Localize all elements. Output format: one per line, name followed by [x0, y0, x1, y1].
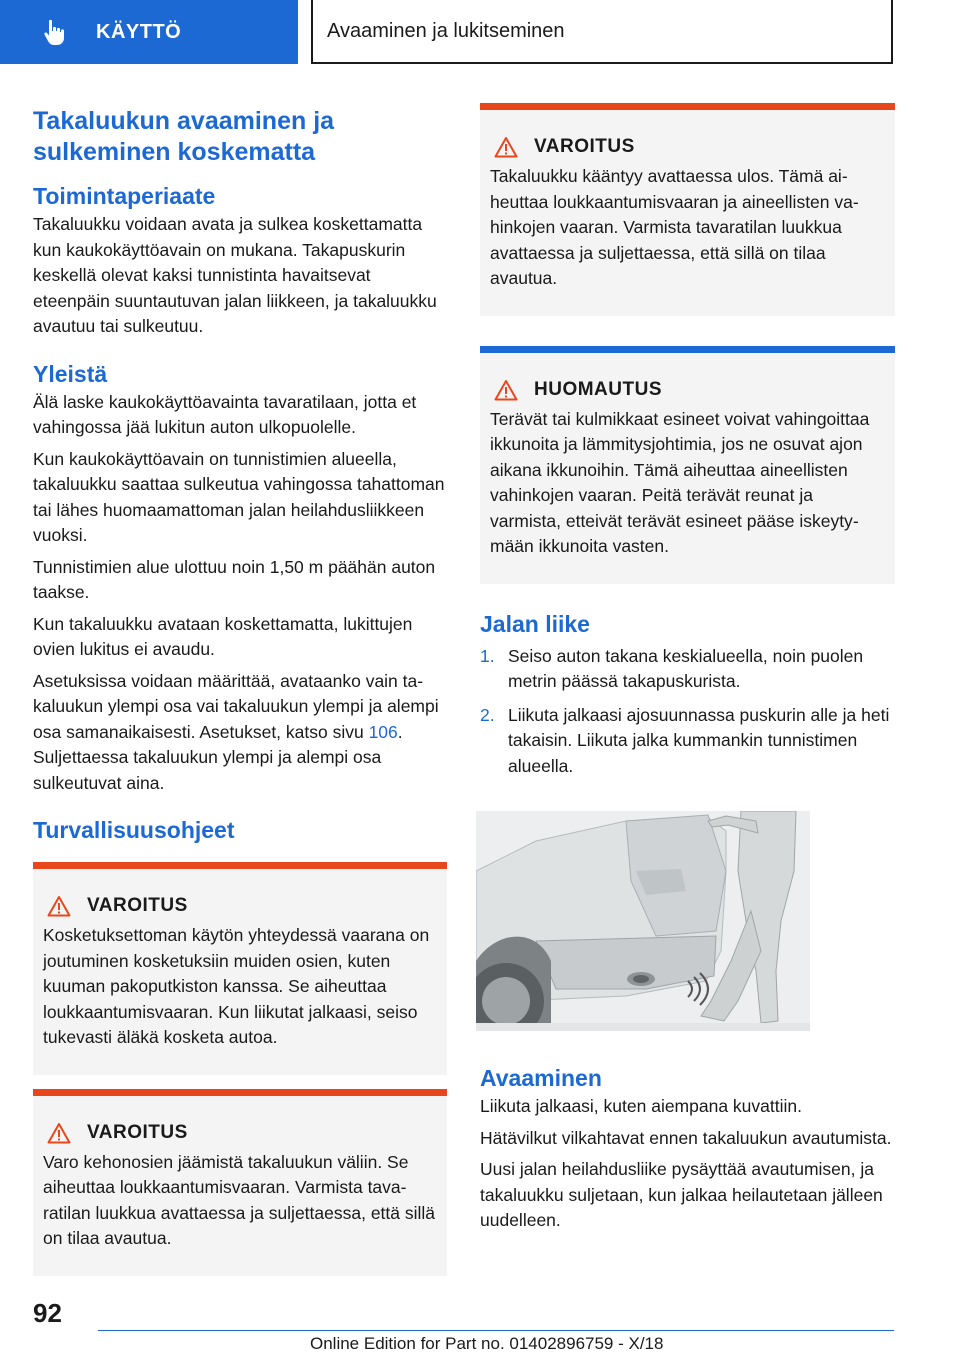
- warning-label: VAROITUS: [87, 895, 188, 916]
- step-number: 2.: [480, 704, 495, 725]
- warning-label: VAROITUS: [87, 1121, 188, 1143]
- warning-text: Takaluukku kääntyy avattaessa ulos. Tämä aiheuttaa loukkaantumisvaaran ja aineellisten vahinkojen vaaran. Varmista tavaratilan luukkua avattaessa ja suljettaessa, että sillä on tilaa avautua.: [490, 166, 859, 288]
- note-label: HUOMAUTUS: [534, 378, 662, 400]
- right-column: [480, 103, 895, 1240]
- left-column: [33, 100, 447, 1290]
- warning-text: Varo kehonosien jäämistä takaluukun väliin. Se aiheuttaa loukkaantumisvaaran. Varmista tavaratilan luukkua avattaessa ja suljettaessa, että sillä on tilaa avautua.: [43, 1151, 436, 1248]
- step-text: Seiso auton takana keskialueella, noin puolen metrin päässä takapuskurista.: [508, 645, 864, 691]
- general-p4: Kun takaluukku avataan koskettamatta, lukittujen ovien lukitus ei avaudu.: [33, 613, 413, 659]
- page-link-106[interactable]: 106: [368, 721, 398, 742]
- list-item: [480, 644, 895, 695]
- warning-triangle-icon: [47, 895, 71, 917]
- warning-triangle-icon: [494, 136, 518, 158]
- warning-text: Kosketuksettoman käytön yhteydessä vaarana on joutuminen kosketuksiin muiden osien, kuten kuuman pakoputkiston kanssa. Se aiheuttaa loukkaantumisvaaran. Kun liikutat jalkaasi, seiso tukevasti äläkä kosketa autoa.: [43, 925, 430, 1047]
- general-p1: Älä laske kaukokäyttöavainta tavaratilaan, jotta et vahingossa jää lukitun auton ulkopuolelle.: [33, 391, 417, 437]
- page-title: Takaluukun avaaminen ja sulkeminen koskematta: [33, 107, 335, 166]
- safety-heading: Turvallisuusohjeet: [33, 817, 235, 843]
- general-p5: [33, 669, 447, 797]
- warning-triangle-icon: [47, 1122, 71, 1144]
- chapter-title: Avaaminen ja lukitseminen: [327, 19, 565, 42]
- chapter-header: [311, 0, 893, 64]
- note-box: [480, 346, 895, 584]
- warning-box-3: [480, 103, 895, 316]
- warning-box-1: [33, 862, 447, 1075]
- general-p2: Kun kaukokäyttöavain on tunnistimien alueella, takaluukku saattaa sulkeutua vahingossa tahattoman tai lähes huomaamattoman jalan heilahdusliikkeen vuoksi.: [33, 448, 445, 545]
- principle-text: Takaluukku voidaan avata ja sulkea koskettamatta kun kaukokäyttöavain on mukana. Takapuskurin keskellä olevat kaksi tunnistinta havaitsevat eteenpäin suuntautuvan jalan liikkeen, ja takaluukku avautuu tai sulkeutuu.: [33, 214, 437, 336]
- list-item: [480, 703, 895, 780]
- general-p3: Tunnistimien alue ulottuu noin 1,50 m päähän auton taakse.: [33, 556, 436, 602]
- page-number: 92: [33, 1298, 62, 1328]
- footer-edition: Online Edition for Part no. 01402896759 - X/18: [310, 1334, 664, 1353]
- hand-pointer-icon: [40, 17, 70, 47]
- step-text: Liikuta jalkaasi ajosuunnassa puskurin alle ja heti takaisin. Liikuta jalka kummankin tunnistimen alueella.: [508, 704, 890, 776]
- principle-heading: Toimintaperiaate: [33, 183, 216, 209]
- opening-p3: Uusi jalan heilahdusliike pysäyttää avautumisen, ja takaluukku suljetaan, kun jalkaa heilautetaan jälleen uudelleen.: [480, 1159, 883, 1230]
- general-p5-text-a: Asetuksissa voidaan määrittää, avataanko vain takaluukun ylempi osa vai takaluukun ylempi ja alempi osa samanaikaisesti. Asetukset, katso sivu: [33, 670, 439, 742]
- note-text: Terävät tai kulmikkaat esineet voivat vahingoittaa ikkunoita ja lämmitysjohtimia, jos ne osuvat ajon aikana ikkunoihin. Tämä aiheuttaa aineellisten vahinkojen vaaran. Peitä terävät reunat ja varmista, etteivät terävät esineet pääse iskeytymään ikkunoita vasten.: [490, 408, 870, 556]
- warning-box-2: [33, 1089, 447, 1276]
- foot-motion-heading: Jalan liike: [480, 610, 590, 637]
- section-tab-label: KÄYTTÖ: [96, 20, 182, 43]
- warning-triangle-icon: [494, 379, 518, 401]
- step-number: 1.: [480, 645, 495, 666]
- footer-divider: [98, 1330, 894, 1331]
- opening-p2: Hätävilkut vilkahtavat ennen takaluukun avautumista.: [480, 1127, 892, 1148]
- general-p5-text-b: . Suljettaessa takaluukun ylempi ja alempi osa sulkeutuvat aina.: [33, 721, 403, 793]
- general-heading: Yleistä: [33, 360, 108, 387]
- warning-label: VAROITUS: [534, 136, 635, 157]
- tailgate-foot-illustration: [476, 811, 810, 1031]
- opening-p1: Liikuta jalkaasi, kuten aiempana kuvattiin.: [480, 1096, 802, 1116]
- section-tab[interactable]: [0, 0, 298, 64]
- foot-motion-steps: [480, 644, 895, 780]
- opening-heading: Avaaminen: [480, 1065, 602, 1091]
